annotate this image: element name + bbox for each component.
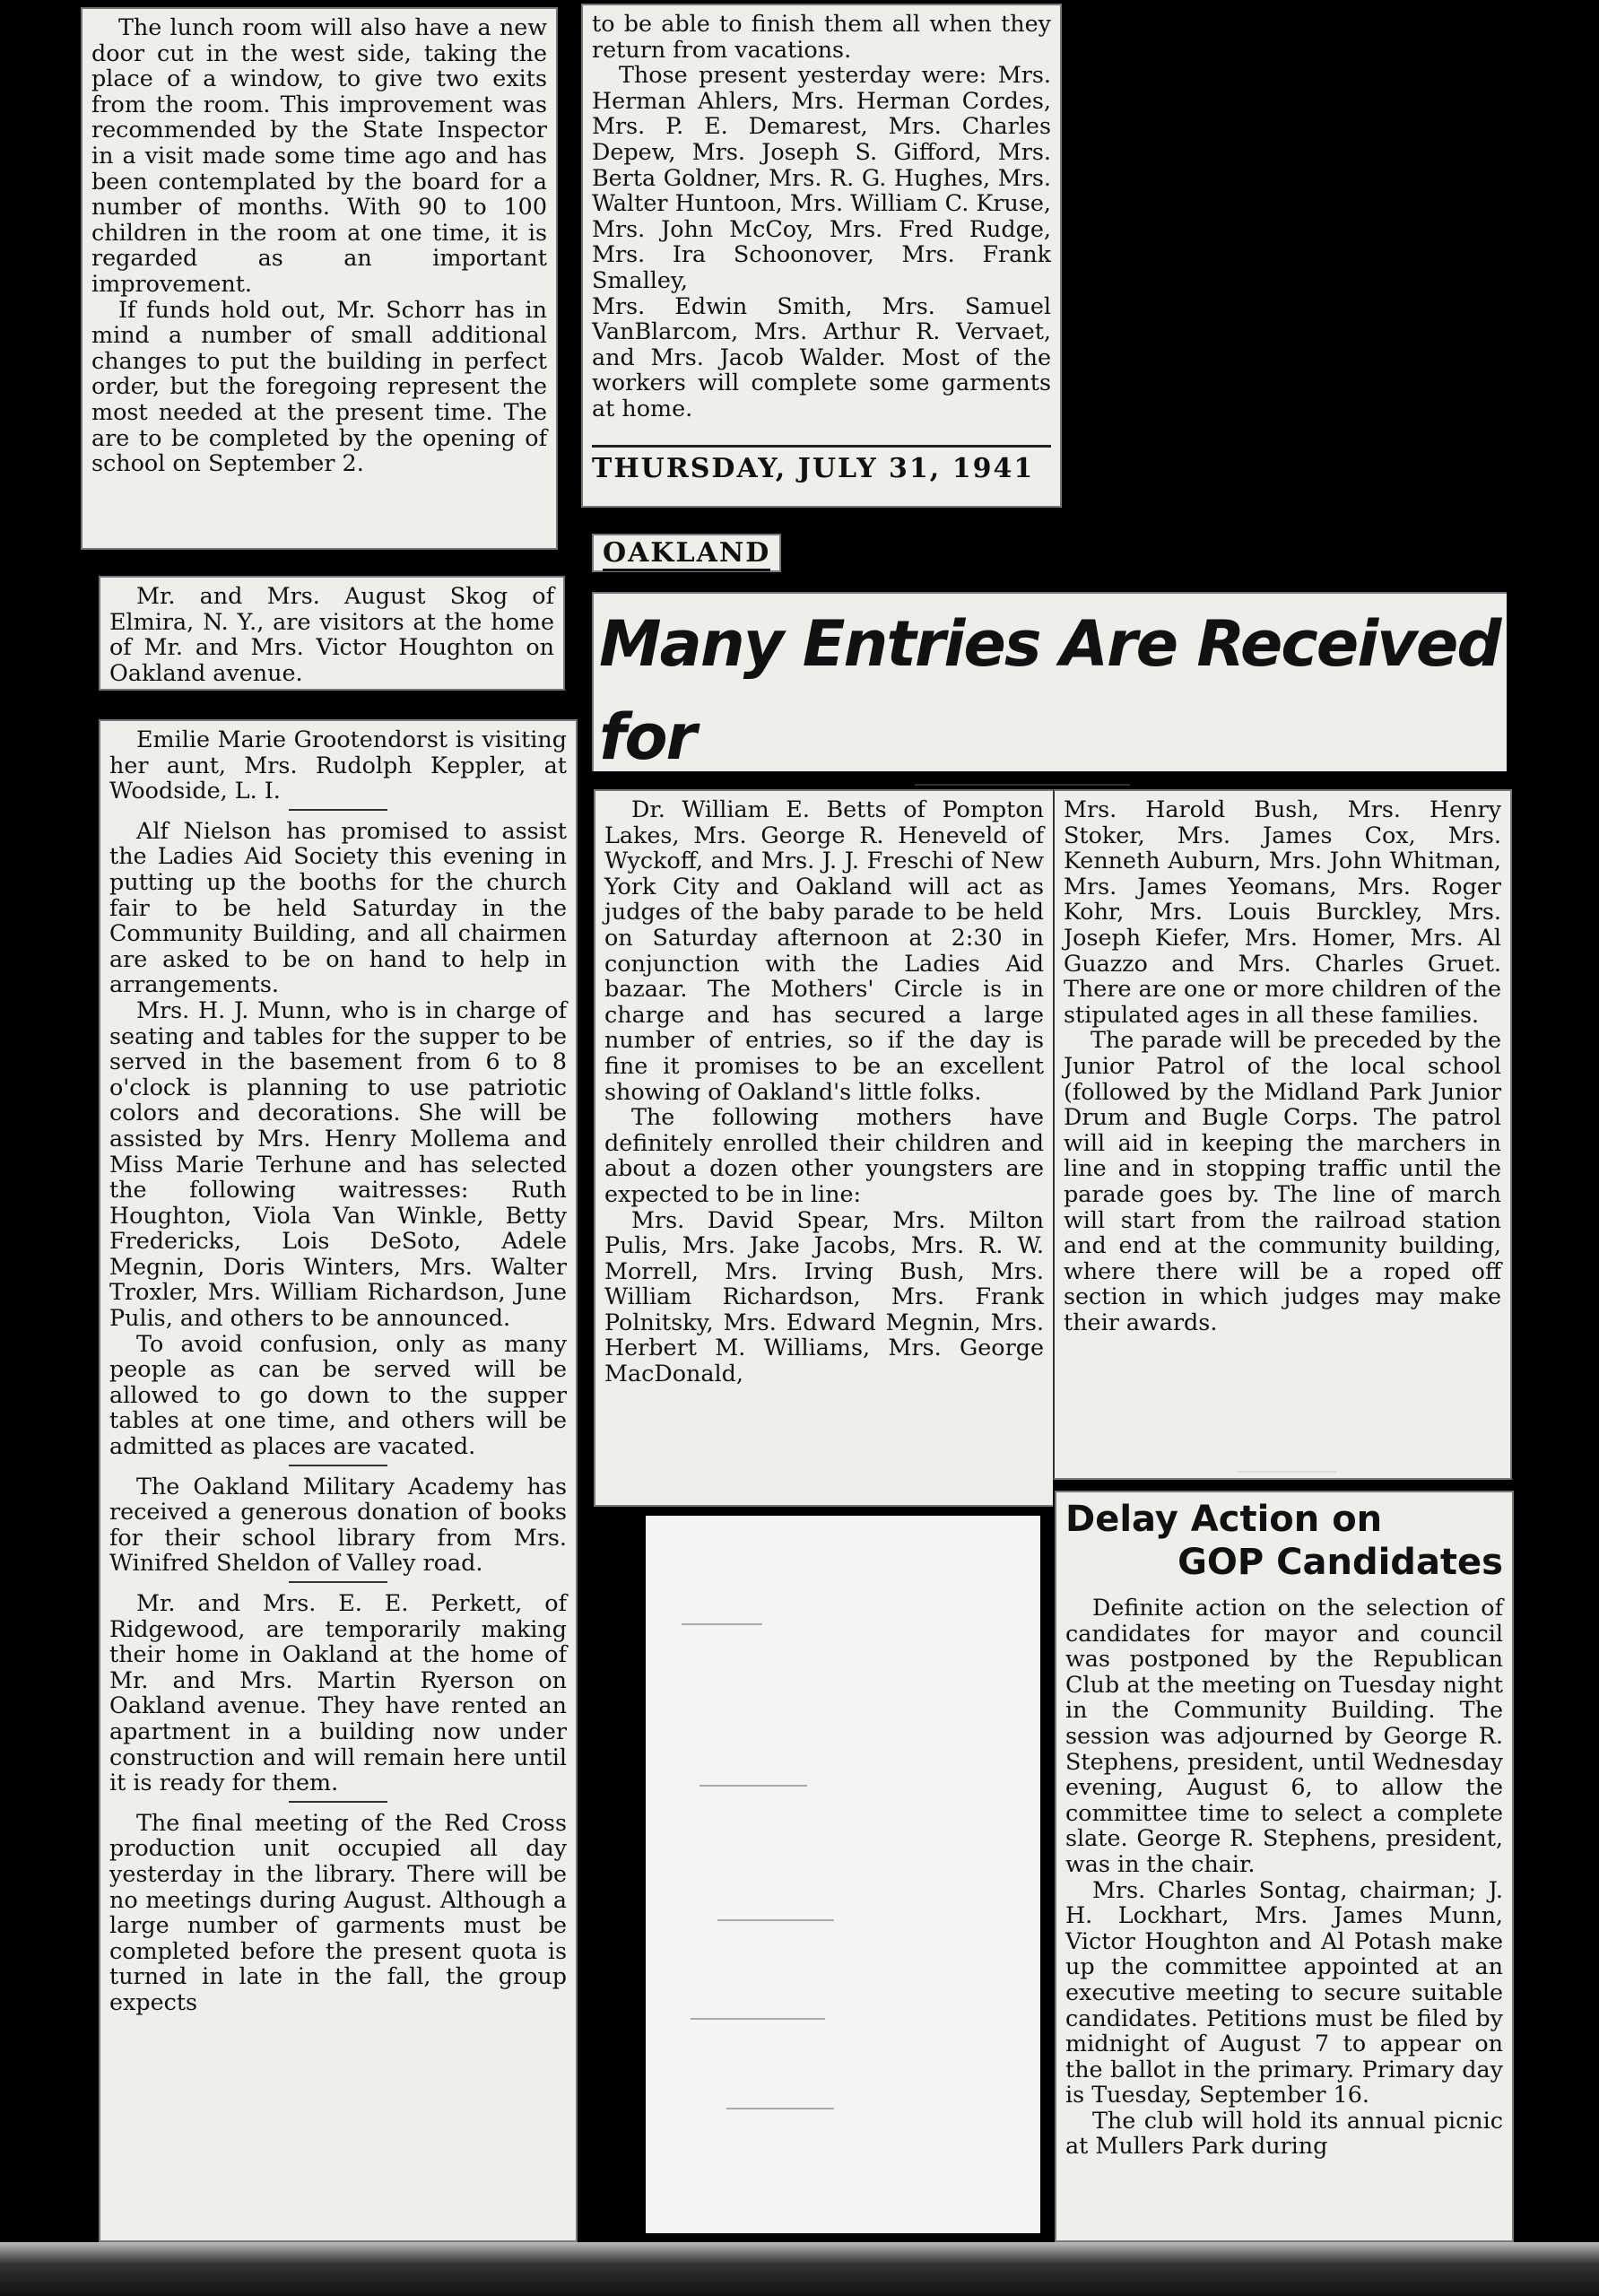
headline-line-1: Many Entries Are Received for [599, 607, 1500, 771]
present-list-paragraph: Those present yesterday were: Mrs. Herman Ahlers, Mrs. Herman Cordes, Mrs. P. E. Demarest, Mrs. Charles Depew, Mrs. Joseph S. Gifford, Mrs. Berta Goldner, Mrs. R. G. Hughes, Mrs. Walter Huntoon, Mrs. William C. Kruse, Mrs. John McCoy, Mrs. Fred Rudge, Mrs. Ira Schoonover, Mrs. Frank Smalley, [592, 61, 1051, 293]
section-rule [1238, 1471, 1336, 1473]
clipping-lunch-room [81, 7, 558, 550]
scan-edge [0, 2242, 1599, 2296]
faded-area [646, 1516, 1040, 2233]
mothers-paragraph: The following mothers have definitely enrolled their children and about a dozen other youngsters are expected to be in line: [604, 1103, 1044, 1207]
divider [289, 1465, 387, 1466]
divider [289, 1581, 387, 1583]
families-paragraph: Mrs. Harold Bush, Mrs. Henry Stoker, Mrs. James Cox, Mrs. Kenneth Auburn, Mrs. John Whitman, Mrs. James Yeomans, Mrs. Roger Kohr, Mrs. Louis Burckley, Mrs. Joseph Kiefer, Mrs. Homer, Mrs. Al Guazzo and Mrs. Charles Gruet. There are one or more children of the stipulated ages in all these families. [1064, 796, 1501, 1028]
lunch-room-paragraph: The lunch room will also have a new door cut in the west side, taking the place of a window, to give two exits from the room. This improvement was recommended by the State Inspector in a visit made some time ago and has been contemplated by the board for a number of months. With 90 to 100 children in the room at one time, it is regarded as an important improvement. [91, 13, 547, 297]
perkett-paragraph: Mr. and Mrs. E. E. Perkett, of Ridgewood, are temporarily making their home in Oakland at the home of Mr. and Mrs. Martin Ryerson on Oakland avenue. They have rented an apartment in a building now under construction and will remain here until it is ready for them. [109, 1589, 567, 1796]
clipping-red-cross-continued [581, 4, 1062, 508]
kicker-label: OAKLAND [603, 537, 770, 571]
parade-column-2 [1053, 789, 1512, 1480]
continued-paragraph: to be able to finish them all when they return from vacations. [592, 10, 1051, 63]
redcross-paragraph: The final meeting of the Red Cross production unit occupied all day yesterday in the library. There will be no meetings during August. Although a large number of garments must be completed before the present quota is turned in late in the fall, the group expects [109, 1808, 567, 2015]
funds-paragraph: If funds hold out, Mr. Schorr has in mind a number of small additional changes to put the building in perfect order, but the foregoing represent the most needed at the present time. The are to be completed by the opening of school on September 2. [91, 295, 547, 477]
gop-headline-line-2: GOP Candidates [1178, 1542, 1503, 1583]
parade-route-paragraph: The parade will be preceded by the Junior Patrol of the local school (followed by the Midland Park Junior Drum and Bugle Corps. The patrol will aid in keeping the marchers in line and in stopping traffic until the parade goes by. The line of march will start from the railroad station and end at the community building, where there will be a roped off section in which judges may make their awards. [1064, 1026, 1501, 1335]
divider [289, 809, 387, 811]
headline [592, 592, 1507, 771]
clipping-gop-candidates [1055, 1491, 1514, 2242]
gop-paragraph-1: Definite action on the selection of candidates for mayor and council was postponed by the Republican Club at the meeting on Tuesday night in the Community Building. The session was adjourned by George R. Stephens, president, until Wednesday evening, August 6, to allow the committee time to select a complete slate. George R. Stephens, president, was in the chair. [1065, 1594, 1503, 1877]
gop-paragraph-2: Mrs. Charles Sontag, chairman; J. H. Lockhart, Mrs. James Munn, Victor Houghton and Al Potash make up the committee appointed at an executive meeting to secure suitable candidates. Petitions must be filed by midnight of August 7 to appear on the ballot in the primary. Primary day is Tuesday, September 16. [1065, 1875, 1503, 2109]
headline-rule [915, 784, 1130, 786]
alf-paragraph: Alf Nielson has promised to assist the Ladies Aid Society this evening in putting up the booths for the church fair to be held Saturday in the Community Building, and all chairmen are asked to be on hand to help in arrangements. [109, 816, 567, 998]
present-list-paragraph-2: Mrs. Edwin Smith, Mrs. Samuel VanBlarcom, Mrs. Arthur R. Vervaet, and Mrs. Jacob Walder. Most of the workers will complete some garments at home. [592, 291, 1051, 422]
academy-paragraph: The Oakland Military Academy has received a generous donation of books for their school library from Mrs. Winifred Sheldon of Valley road. [109, 1472, 567, 1577]
emilie-paragraph: Emilie Marie Grootendorst is visiting her aunt, Mrs. Rudolph Keppler, at Woodside, L. I. [109, 726, 567, 804]
mothers-list-paragraph: Mrs. David Spear, Mrs. Milton Pulis, Mrs. Jake Jacobs, Mrs. R. W. Morrell, Mrs. Irving Bush, Mrs. William Richardson, Mrs. Frank Polnitsky, Mrs. Edward Megnin, Mrs. Herbert M. Williams, Mrs. George MacDonald, [604, 1205, 1044, 1387]
gop-paragraph-3: The club will hold its annual picnic at Mullers Park during [1065, 2106, 1503, 2160]
judges-paragraph: Dr. William E. Betts of Pompton Lakes, Mrs. George R. Heneveld of Wyckoff, and Mrs. J. J. Freschi of New York City and Oakland will act as judges of the baby parade to be held on Saturday afternoon at 2:30 in conjunction with the Ladies Aid bazaar. The Mothers' Circle is in charge and has secured a large number of entries, so if the day is fine it promises to be an excellent showing of Oakland's little folks. [604, 796, 1044, 1105]
parade-column-1 [594, 789, 1053, 1507]
divider [289, 1801, 387, 1803]
confusion-paragraph: To avoid confusion, only as many people as can be served will be allowed to go down to the supper tables at one time, and others will be admitted as places are vacated. [109, 1329, 567, 1460]
dateline: THURSDAY, JULY 31, 1941 [592, 445, 1051, 484]
section-kicker [592, 534, 781, 572]
clipping-skog-visitors [99, 576, 565, 691]
gop-headline-line-1: Delay Action on [1065, 1499, 1383, 1540]
gop-headline [1065, 1498, 1503, 1584]
skog-paragraph: Mr. and Mrs. August Skog of Elmira, N. Y., are visitors at the home of Mr. and Mrs. Victor Houghton on Oakland avenue. [109, 582, 554, 686]
clipping-oakland-notes [99, 719, 578, 2242]
munn-paragraph: Mrs. H. J. Munn, who is in charge of seating and tables for the supper to be served in the basement from 6 to 8 o'clock is planning to use patriotic colors and decorations. She will be assisted by Mrs. Henry Mollema and Miss Marie Terhune and has selected the following waitresses: Ruth Houghton, Viola Van Winkle, Betty Fredericks, Lois DeSoto, Adele Megnin, Doris Winters, Mrs. Walter Troxler, Mrs. William Richardson, June Pulis, and others to be announced. [109, 996, 567, 1332]
